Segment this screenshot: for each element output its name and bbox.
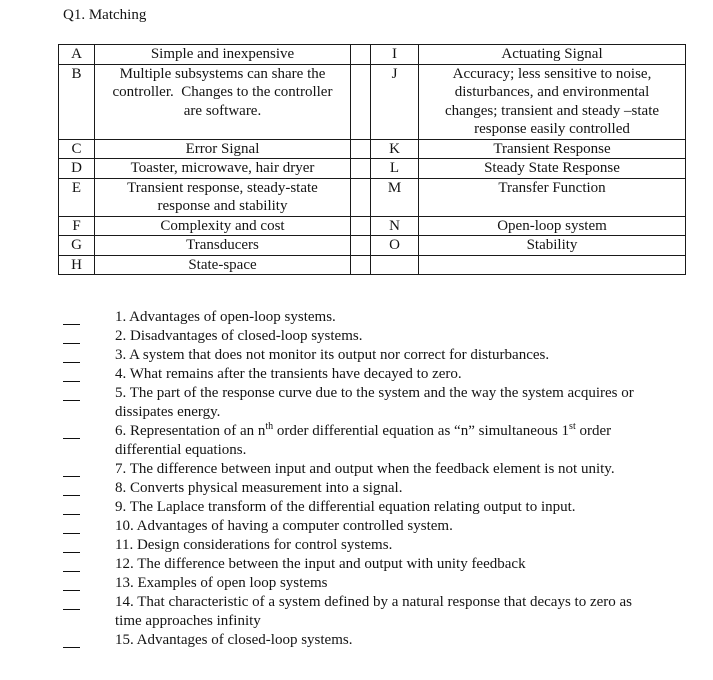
table-row xyxy=(59,64,686,139)
list-item xyxy=(63,517,683,536)
answer-blank-slot xyxy=(63,631,115,648)
letter-cell: B xyxy=(59,64,95,139)
letter-cell: I xyxy=(371,45,419,65)
answer-blank xyxy=(63,555,80,572)
letter-cell: O xyxy=(371,236,419,256)
answer-blank-slot xyxy=(63,517,115,534)
list-item xyxy=(63,460,683,479)
letter-cell: L xyxy=(371,159,419,179)
letter-cell: G xyxy=(59,236,95,256)
item-text: 14. That characteristic of a system defined by a natural response that decays to zero as time approaches infinity xyxy=(115,594,633,629)
spacer-cell xyxy=(351,255,371,275)
answer-blank-slot xyxy=(63,308,115,325)
list-item xyxy=(63,593,683,631)
list-item xyxy=(63,422,683,460)
list-item xyxy=(63,555,683,574)
description-cell: Transient response, steady-state response and stability xyxy=(95,178,351,216)
item-text: 7. The difference between input and output when the feedback element is not unity. xyxy=(115,461,615,477)
description-cell: Actuating Signal xyxy=(419,45,686,65)
spacer-cell xyxy=(351,159,371,179)
letter-cell: M xyxy=(371,178,419,216)
answer-blank-slot xyxy=(63,555,115,572)
answer-blank-slot xyxy=(63,384,115,401)
matching-table xyxy=(58,44,686,275)
description-cell: Steady State Response xyxy=(419,159,686,179)
letter-cell: F xyxy=(59,216,95,236)
description-cell: Simple and inexpensive xyxy=(95,45,351,65)
description-cell: Transfer Function xyxy=(419,178,686,216)
answer-blank-slot xyxy=(63,593,115,610)
list-item xyxy=(63,346,683,365)
answer-blank xyxy=(63,536,80,553)
answer-blank-slot xyxy=(63,460,115,477)
item-text: 11. Design considerations for control systems. xyxy=(115,537,393,553)
letter-cell: H xyxy=(59,255,95,275)
item-text: 10. Advantages of having a computer controlled system. xyxy=(115,518,453,534)
item-text: 9. The Laplace transform of the differential equation relating output to input. xyxy=(115,499,576,515)
item-text: 12. The difference between the input and output with unity feedback xyxy=(115,556,526,572)
description-cell: Accuracy; less sensitive to noise, disturbances, and environmental changes; transient and steady –state response easily controlled xyxy=(419,64,686,139)
letter-cell: C xyxy=(59,139,95,159)
item-text: 15. Advantages of closed-loop systems. xyxy=(115,632,353,648)
answer-blank xyxy=(63,479,80,496)
description-cell: Toaster, microwave, hair dryer xyxy=(95,159,351,179)
item-text: 5. The part of the response curve due to the system and the way the system acquires or dissipates energy. xyxy=(115,385,634,420)
question-title: Q1. Matching xyxy=(63,7,147,23)
letter-cell: D xyxy=(59,159,95,179)
answer-blank xyxy=(63,422,80,439)
answer-blank xyxy=(63,384,80,401)
table-row xyxy=(59,159,686,179)
item-text: 2. Disadvantages of closed-loop systems. xyxy=(115,328,363,344)
list-item xyxy=(63,384,683,422)
answer-blank-slot xyxy=(63,498,115,515)
spacer-cell xyxy=(351,45,371,65)
list-item xyxy=(63,479,683,498)
answer-blank xyxy=(63,574,80,591)
spacer-cell xyxy=(351,139,371,159)
answer-blank-slot xyxy=(63,422,115,439)
description-cell: State-space xyxy=(95,255,351,275)
letter-cell: E xyxy=(59,178,95,216)
item-text: 3. A system that does not monitor its output nor correct for disturbances. xyxy=(115,347,550,363)
item-text: 13. Examples of open loop systems xyxy=(115,575,328,591)
description-cell: Error Signal xyxy=(95,139,351,159)
list-item xyxy=(63,574,683,593)
letter-cell: N xyxy=(371,216,419,236)
table-row xyxy=(59,178,686,216)
list-item xyxy=(63,365,683,384)
list-item xyxy=(63,536,683,555)
answer-blank-slot xyxy=(63,365,115,382)
letter-cell: K xyxy=(371,139,419,159)
description-cell: Complexity and cost xyxy=(95,216,351,236)
item-text: 4. What remains after the transients have decayed to zero. xyxy=(115,366,462,382)
description-cell: Transient Response xyxy=(419,139,686,159)
spacer-cell xyxy=(351,216,371,236)
matching-items-list xyxy=(63,308,683,650)
answer-blank-slot xyxy=(63,574,115,591)
list-item xyxy=(63,498,683,517)
description-cell: Transducers xyxy=(95,236,351,256)
letter-cell: J xyxy=(371,64,419,139)
table-row xyxy=(59,139,686,159)
answer-blank xyxy=(63,593,80,610)
list-item xyxy=(63,327,683,346)
answer-blank xyxy=(63,517,80,534)
answer-blank xyxy=(63,327,80,344)
answer-blank xyxy=(63,308,80,325)
spacer-cell xyxy=(351,64,371,139)
spacer-cell xyxy=(351,236,371,256)
description-cell xyxy=(419,255,686,275)
item-text: 8. Converts physical measurement into a signal. xyxy=(115,480,403,496)
answer-blank xyxy=(63,365,80,382)
spacer-cell xyxy=(351,178,371,216)
answer-blank xyxy=(63,460,80,477)
answer-blank xyxy=(63,631,80,648)
answer-blank-slot xyxy=(63,327,115,344)
list-item xyxy=(63,631,683,650)
answer-blank-slot xyxy=(63,536,115,553)
description-cell: Stability xyxy=(419,236,686,256)
item-text: 6. Representation of an $n^{th}$ order differential equation as “n” simultaneous 1st order differential equations. xyxy=(115,421,612,458)
table-row xyxy=(59,45,686,65)
letter-cell xyxy=(371,255,419,275)
item-text: 1. Advantages of open-loop systems. xyxy=(115,309,336,325)
answer-blank-slot xyxy=(63,479,115,496)
table-row xyxy=(59,216,686,236)
answer-blank-slot xyxy=(63,346,115,363)
description-cell: Open-loop system xyxy=(419,216,686,236)
description-cell: Multiple subsystems can share the controller. Changes to the controller are software. xyxy=(95,64,351,139)
answer-blank xyxy=(63,346,80,363)
table-row xyxy=(59,236,686,256)
table-row xyxy=(59,255,686,275)
answer-blank xyxy=(63,498,80,515)
letter-cell: A xyxy=(59,45,95,65)
list-item xyxy=(63,308,683,327)
